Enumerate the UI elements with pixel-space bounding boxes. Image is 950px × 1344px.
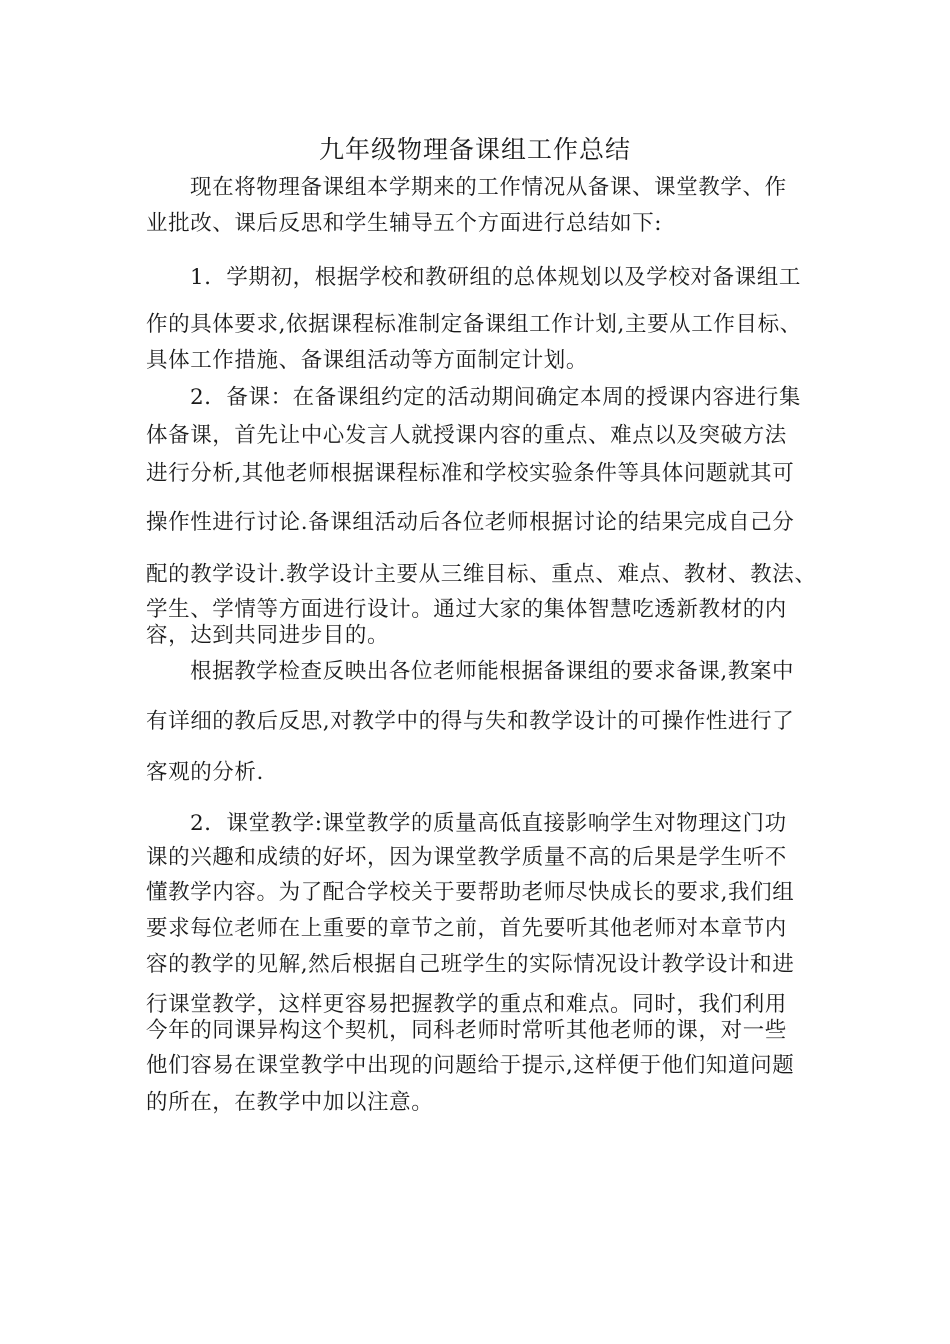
text-line: 容，达到共同进步目的。 — [146, 623, 390, 648]
text-line: 学生、学情等方面进行设计。通过大家的集体智慧吃透新教材的内 — [146, 597, 787, 622]
text-line: 1．学期初，根据学校和教研组的总体规划以及学校对备课组工 — [190, 265, 801, 290]
text-line: 他们容易在课堂教学中出现的问题给于提示,这样便于他们知道问题 — [146, 1053, 795, 1078]
text-line: 行课堂教学，这样更容易把握教学的重点和难点。同时，我们利用 — [146, 992, 787, 1017]
text-line: 作的具体要求,依据课程标准制定备课组工作计划,主要从工作目标、 — [146, 312, 802, 337]
text-line: 要求每位老师在上重要的章节之前，首先要听其他老师对本章节内 — [146, 916, 787, 941]
text-line: 的所在，在教学中加以注意。 — [146, 1090, 434, 1115]
text-line: 具体工作措施、备课组活动等方面制定计划。 — [146, 348, 589, 373]
document-title: 九年级物理备课组工作总结 — [318, 135, 631, 164]
text-line: 进行分析,其他老师根据课程标准和学校实验条件等具体问题就其可 — [146, 461, 795, 486]
text-line: 课的兴趣和成绩的好坏，因为课堂教学质量不高的后果是学生听不 — [146, 845, 787, 870]
text-line: 配的教学设计.教学设计主要从三维目标、重点、难点、教材、教法、 — [146, 562, 817, 587]
text-line: 懂教学内容。为了配合学校关于要帮助老师尽快成长的要求,我们组 — [146, 880, 795, 905]
text-line: 2．课堂教学:课堂教学的质量高低直接影响学生对物理这门功 — [190, 811, 787, 836]
text-line: 今年的同课异构这个契机，同科老师时常听其他老师的课，对一些 — [146, 1018, 787, 1043]
text-line: 操作性进行讨论.备课组活动后各位老师根据讨论的结果完成自己分 — [146, 510, 795, 535]
text-line: 容的教学的见解,然后根据自己班学生的实际情况设计教学设计和进 — [146, 952, 795, 977]
text-line: 现在将物理备课组本学期来的工作情况从备课、课堂教学、作 — [190, 175, 787, 200]
text-line: 根据教学检查反映出各位老师能根据备课组的要求备课,教案中 — [190, 659, 795, 684]
text-line: 体备课，首先让中心发言人就授课内容的重点、难点以及突破方法 — [146, 423, 787, 448]
text-line: 客观的分析. — [146, 760, 264, 785]
text-line: 有详细的教后反思,对教学中的得与失和教学设计的可操作性进行了 — [146, 709, 795, 734]
text-line: 2．备课：在备课组约定的活动期间确定本周的授课内容进行集 — [190, 385, 801, 410]
text-line: 业批改、课后反思和学生辅导五个方面进行总结如下: — [146, 211, 663, 236]
